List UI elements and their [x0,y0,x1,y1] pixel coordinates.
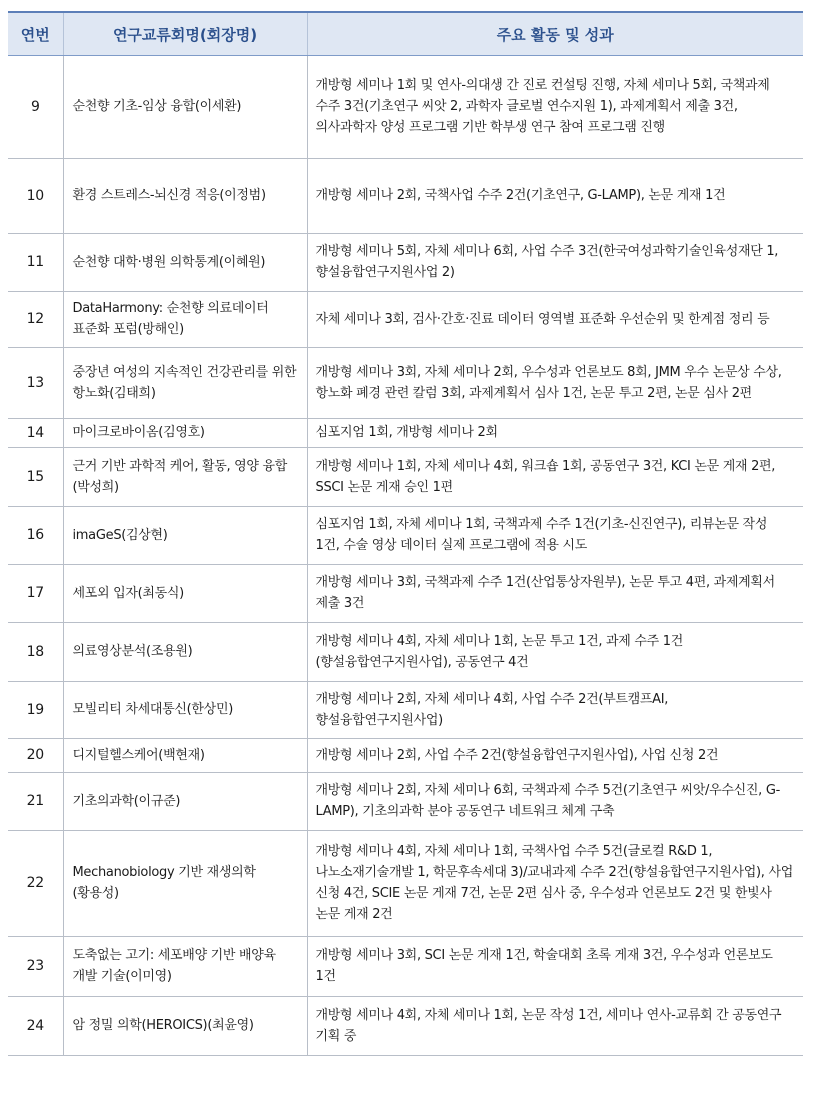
group-name: 기초의과학(이규준) [63,773,307,831]
table-row [8,997,803,1056]
group-name: 중장년 여성의 지속적인 건강관리를 위한 항노화(김태희) [63,348,307,419]
group-name: 암 정밀 의학(HEROICS)(최윤영) [63,997,307,1056]
row-number: 24 [8,997,63,1056]
table-row [8,56,803,159]
table-row [8,234,803,292]
activities-description: 자체 세미나 3회, 검사·간호·진료 데이터 영역별 표준화 우선순위 및 한계점 정리 등 [307,292,803,348]
group-name: 환경 스트레스-뇌신경 적응(이정범) [63,159,307,234]
activities-description: 개방형 세미나 3회, 국책과제 수주 1건(산업통상자원부), 논문 투고 4편, 과제계획서 제출 3건 [307,565,803,623]
group-name: imaGeS(김상현) [63,507,307,565]
table-row [8,507,803,565]
activities-description: 개방형 세미나 3회, 자체 세미나 2회, 우수성과 언론보도 8회, JMM 우수 논문상 수상, 항노화 폐경 관련 칼럼 3회, 과제계획서 심사 1건, 논문 투고 2편, 논문 심사 2편 [307,348,803,419]
row-number: 13 [8,348,63,419]
activities-description: 개방형 세미나 2회, 자체 세미나 4회, 사업 수주 2건(부트캠프AI, 향설융합연구지원사업) [307,682,803,739]
group-name: 근거 기반 과학적 케어, 활동, 영양 융합(박성희) [63,448,307,507]
row-number: 16 [8,507,63,565]
row-number: 17 [8,565,63,623]
table-row [8,739,803,773]
activities-description: 개방형 세미나 2회, 사업 수주 2건(향설융합연구지원사업), 사업 신청 2건 [307,739,803,773]
row-number: 15 [8,448,63,507]
activities-description: 개방형 세미나 5회, 자체 세미나 6회, 사업 수주 3건(한국여성과학기술인육성재단 1, 향설융합연구지원사업 2) [307,234,803,292]
row-number: 19 [8,682,63,739]
research-group-table [8,11,803,1056]
row-number: 18 [8,623,63,682]
header-no: 연번 [8,12,63,56]
group-name: 의료영상분석(조용원) [63,623,307,682]
group-name: DataHarmony: 순천향 의료데이터 표준화 포럼(방해인) [63,292,307,348]
activities-description: 개방형 세미나 4회, 자체 세미나 1회, 국책사업 수주 5건(글로컬 R&D 1, 나노소재기술개발 1, 학문후속세대 3)/교내과제 수주 2건(향설융합연구지원사업), 사업 신청 4건, SCIE 논문 게재 7건, 논문 2편 심사 중, 우수성과 언론보도 2건 및 한빛사 논문 게재 2건 [307,831,803,937]
group-name: 디지털헬스케어(백현재) [63,739,307,773]
table-row [8,419,803,448]
table-row [8,831,803,937]
row-number: 9 [8,56,63,159]
table-row [8,448,803,507]
activities-description: 심포지엄 1회, 자체 세미나 1회, 국책과제 수주 1건(기초-신진연구), 리뷰논문 작성 1건, 수술 영상 데이터 실제 프로그램에 적용 시도 [307,507,803,565]
header-group-name: 연구교류회명(회장명) [63,12,307,56]
header-row [8,12,803,56]
row-number: 10 [8,159,63,234]
row-number: 21 [8,773,63,831]
group-name: 세포외 입자(최동식) [63,565,307,623]
row-number: 20 [8,739,63,773]
group-name: 마이크로바이옴(김영호) [63,419,307,448]
group-name: 도축없는 고기: 세포배양 기반 배양육 개발 기술(이미영) [63,937,307,997]
row-number: 22 [8,831,63,937]
activities-description: 심포지엄 1회, 개방형 세미나 2회 [307,419,803,448]
table-row [8,159,803,234]
activities-description: 개방형 세미나 4회, 자체 세미나 1회, 논문 투고 1건, 과제 수주 1건(향설융합연구지원사업), 공동연구 4건 [307,623,803,682]
table-row [8,623,803,682]
activities-description: 개방형 세미나 4회, 자체 세미나 1회, 논문 작성 1건, 세미나 연사-교류회 간 공동연구 기획 중 [307,997,803,1056]
activities-description: 개방형 세미나 1회, 자체 세미나 4회, 워크숍 1회, 공동연구 3건, KCI 논문 게재 2편, SSCI 논문 게재 승인 1편 [307,448,803,507]
activities-description: 개방형 세미나 2회, 자체 세미나 6회, 국책과제 수주 5건(기초연구 씨앗/우수신진, G-LAMP), 기초의과학 분야 공동연구 네트워크 체계 구축 [307,773,803,831]
group-name: 순천향 기초-임상 융합(이세환) [63,56,307,159]
table-row [8,292,803,348]
activities-description: 개방형 세미나 2회, 국책사업 수주 2건(기초연구, G-LAMP), 논문 게재 1건 [307,159,803,234]
table-header [8,12,803,56]
row-number: 11 [8,234,63,292]
header-activities: 주요 활동 및 성과 [307,12,803,56]
table-body [8,56,803,1056]
row-number: 14 [8,419,63,448]
activities-description: 개방형 세미나 3회, SCI 논문 게재 1건, 학술대회 초록 게재 3건, 우수성과 언론보도 1건 [307,937,803,997]
research-group-table-container [8,11,803,1056]
group-name: 순천향 대학·병원 의학통계(이혜원) [63,234,307,292]
group-name: 모빌리티 차세대통신(한상민) [63,682,307,739]
table-row [8,937,803,997]
row-number: 12 [8,292,63,348]
table-row [8,773,803,831]
activities-description: 개방형 세미나 1회 및 연사-의대생 간 진로 컨설팅 진행, 자체 세미나 5회, 국책과제 수주 3건(기초연구 씨앗 2, 과학자 글로벌 연수지원 1), 과제계획서 제출 3건, 의사과학자 양성 프로그램 기반 학부생 연구 참여 프로그램 진행 [307,56,803,159]
table-row [8,565,803,623]
table-row [8,682,803,739]
group-name: Mechanobiology 기반 재생의학(황용성) [63,831,307,937]
table-row [8,348,803,419]
row-number: 23 [8,937,63,997]
